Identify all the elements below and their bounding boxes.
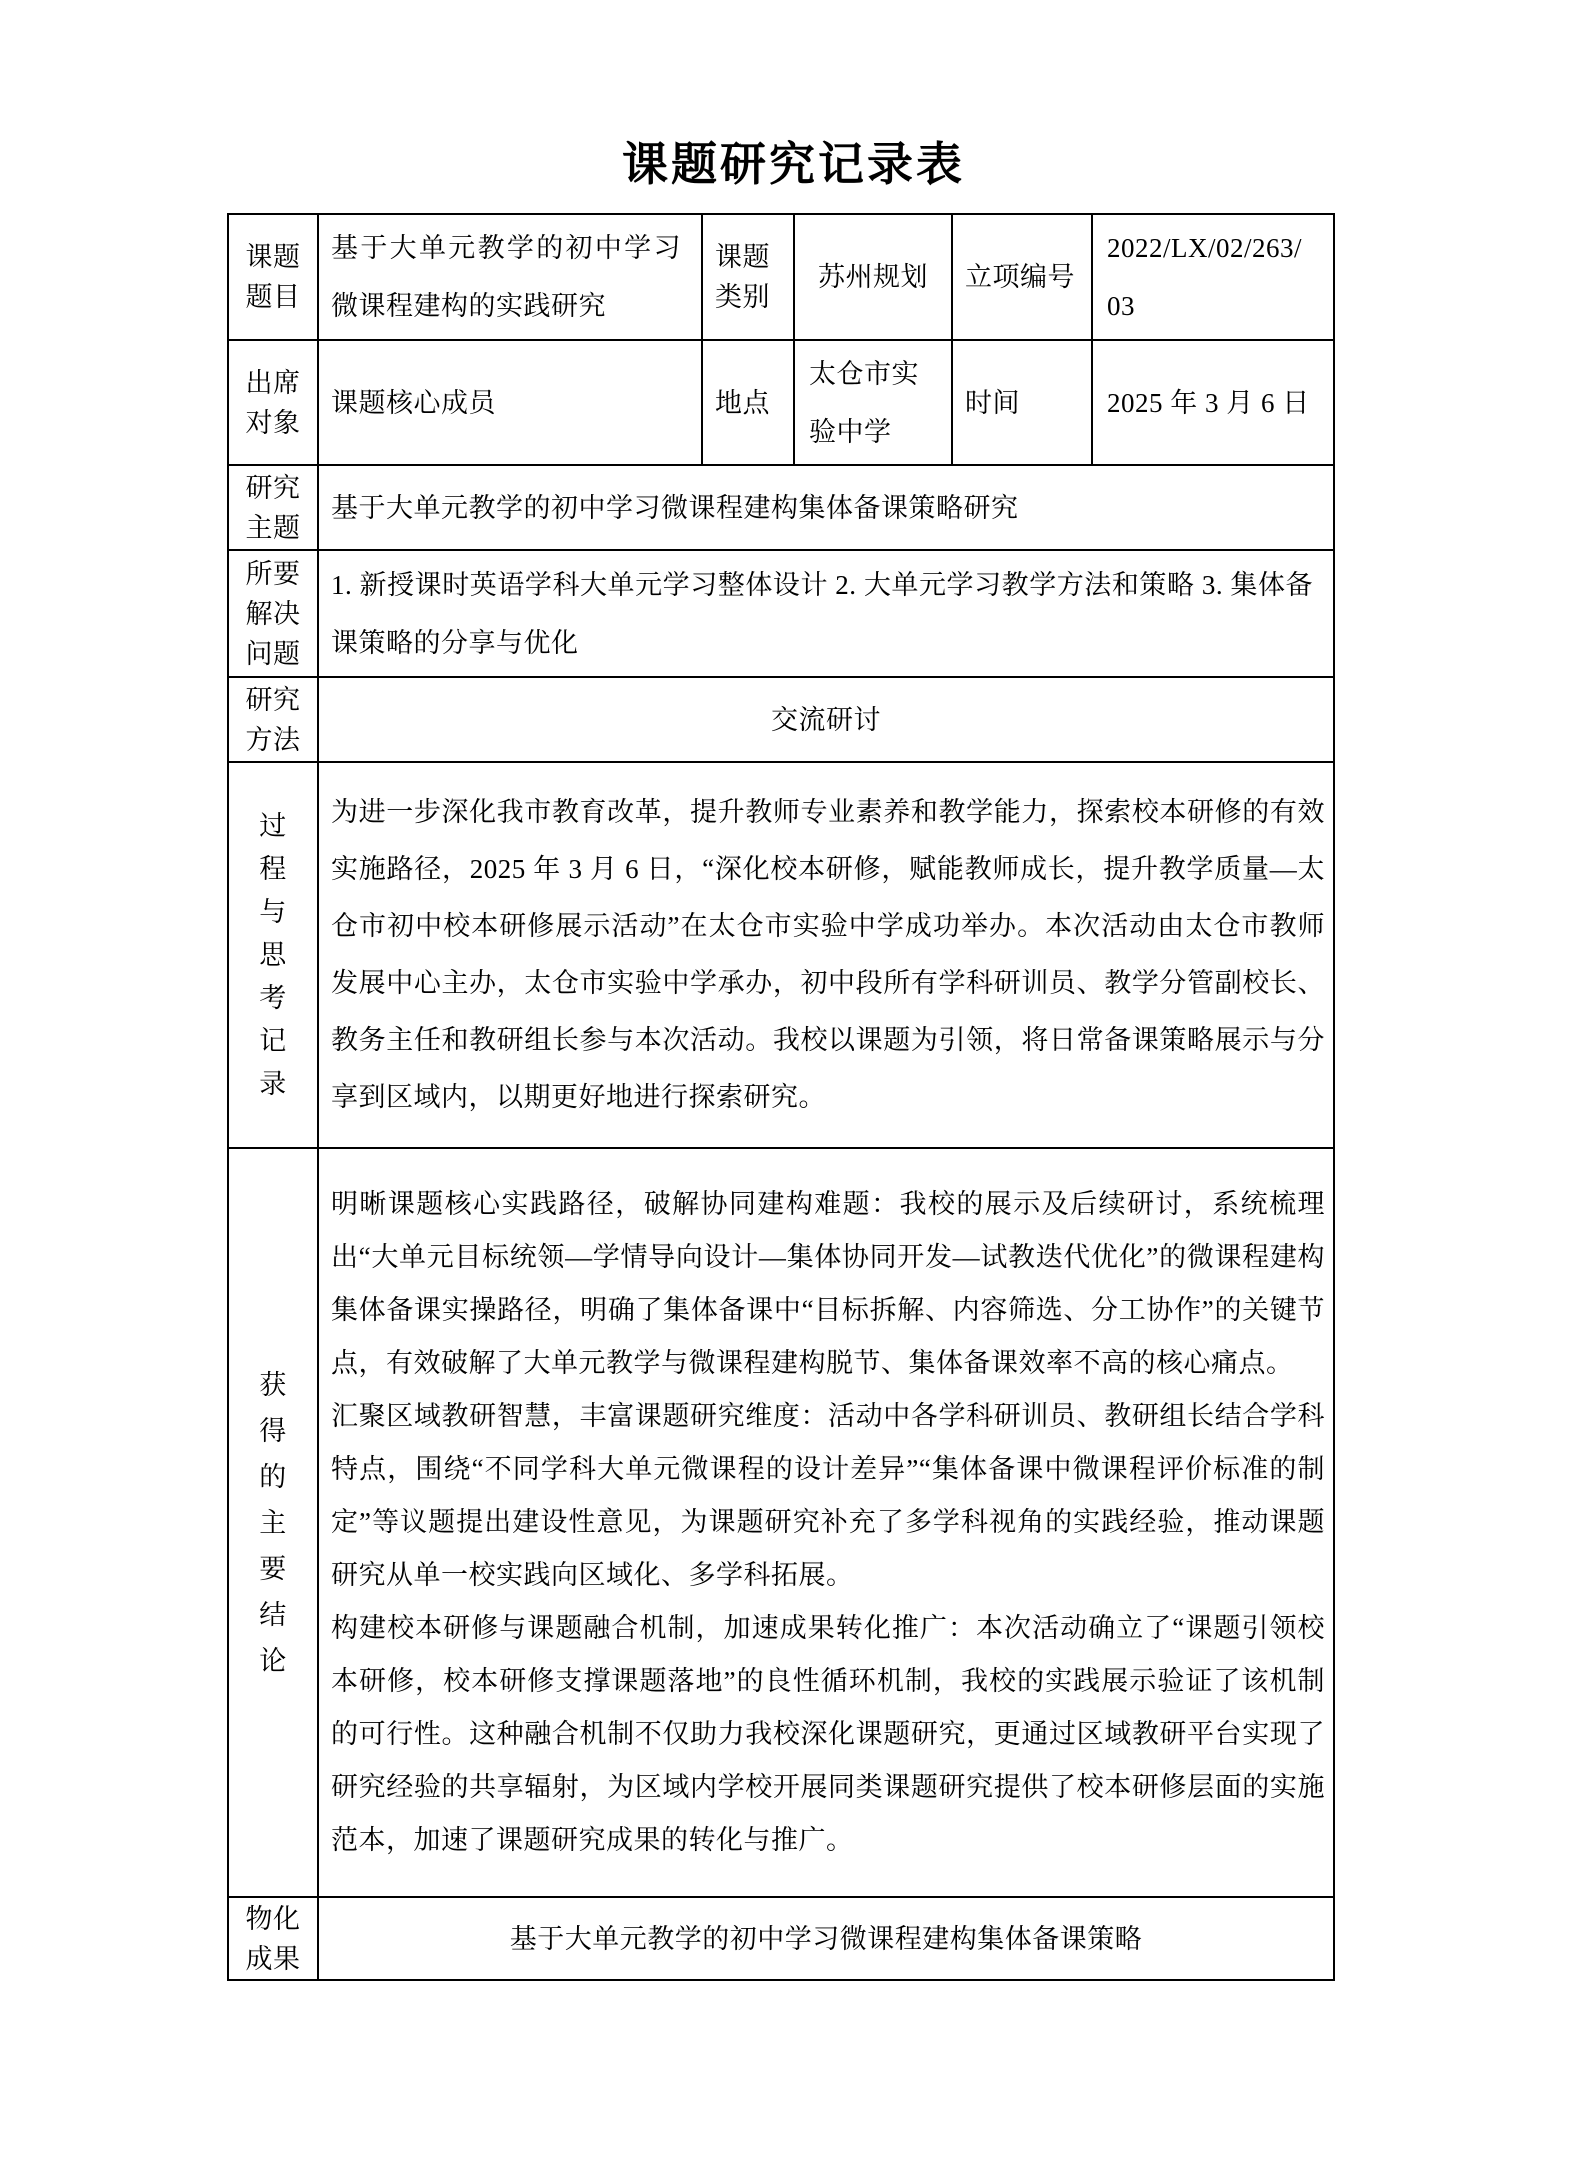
- problems-value-cell: 1. 新授课时英语学科大单元学习整体设计 2. 大单元学习教学方法和策略 3. 集体备课策略的分享与优化: [318, 550, 1334, 677]
- row-theme: [228, 465, 1334, 550]
- row-attendance: [228, 340, 1334, 465]
- place-value-cell: 太仓市实验中学: [794, 340, 952, 465]
- category-label-cell: 课题类别: [702, 214, 794, 340]
- topic-label-cell: 课题题目: [228, 214, 318, 340]
- conclusion-paragraph-3: 构建校本研修与课题融合机制，加速成果转化推广：本次活动确立了“课题引领校本研修，校本研修支撑课题落地”的良性循环机制，我校的实践展示验证了该机制的可行性。这种融合机制不仅助力我校深化课题研究，更通过区域教研平台实现了研究经验的共享辐射，为区域内学校开展同类课题研究提供了校本研修层面的实施范本，加速了课题研究成果的转化与推广。: [331, 1613, 1325, 1855]
- page-title: 课题研究记录表: [622, 139, 965, 190]
- conclusions-value-cell: [318, 1148, 1334, 1897]
- place-label-cell: 地点: [702, 340, 794, 465]
- row-conclusions: [228, 1148, 1334, 1897]
- research-record-table: [227, 213, 1335, 1981]
- method-value-cell: 交流研讨: [318, 677, 1334, 762]
- project-no-label-cell: 立项编号: [952, 214, 1092, 340]
- attendees-value-cell: 课题核心成员: [318, 340, 702, 465]
- theme-value-cell: 基于大单元教学的初中学习微课程建构集体备课策略研究: [318, 465, 1334, 550]
- row-method: [228, 677, 1334, 762]
- process-label-cell: 过程与思考记录: [228, 762, 318, 1148]
- problems-label-cell: 所要解决问题: [228, 550, 318, 677]
- row-outcome: [228, 1897, 1334, 1980]
- category-value-cell: 苏州规划: [794, 214, 952, 340]
- method-label-cell: 研究方法: [228, 677, 318, 762]
- conclusion-paragraph-2: 汇聚区域教研智慧，丰富课题研究维度：活动中各学科研训员、教研组长结合学科特点，围绕“不同学科大单元微课程的设计差异”“集体备课中微课程评价标准的制定”等议题提出建设性意见，为课题研究补充了多学科视角的实践经验，推动课题研究从单一校实践向区域化、多学科拓展。: [331, 1401, 1325, 1590]
- project-no-line2: 03: [1107, 291, 1135, 321]
- outcome-label-cell: 物化成果: [228, 1897, 318, 1980]
- project-no-line1: 2022/LX/02/263/: [1107, 233, 1302, 263]
- conclusion-paragraph-1: 明晰课题核心实践路径，破解协同建构难题：我校的展示及后续研讨，系统梳理出“大单元目标统领—学情导向设计—集体协同开发—试教迭代优化”的微课程建构集体备课实操路径，明确了集体备课中“目标拆解、内容筛选、分工协作”的关键节点，有效破解了大单元教学与微课程建构脱节、集体备课效率不高的核心痛点。: [331, 1189, 1325, 1378]
- time-label-cell: 时间: [952, 340, 1092, 465]
- project-no-value-cell: [1092, 214, 1334, 340]
- topic-value-cell: 基于大单元教学的初中学习微课程建构的实践研究: [318, 214, 702, 340]
- attendance-label-cell: 出席对象: [228, 340, 318, 465]
- outcome-value-cell: 基于大单元教学的初中学习微课程建构集体备课策略: [318, 1897, 1334, 1980]
- process-paragraph: 为进一步深化我市教育改革，提升教师专业素养和教学能力，探索校本研修的有效实施路径，2025 年 3 月 6 日，“深化校本研修，赋能教师成长，提升教学质量—太仓市初中校本研修展示活动”在太仓市实验中学成功举办。本次活动由太仓市教师发展中心主办，太仓市实验中学承办，初中段所有学科研训员、教学分管副校长、教务主任和教研组长参与本次活动。我校以课题为引领，将日常备课策略展示与分享到区域内，以期更好地进行探索研究。: [331, 797, 1325, 1112]
- row-topic: [228, 214, 1334, 340]
- time-value-cell: 2025 年 3 月 6 日: [1092, 340, 1334, 465]
- theme-label-cell: 研究主题: [228, 465, 318, 550]
- row-problems: [228, 550, 1334, 677]
- process-value-cell: [318, 762, 1334, 1148]
- conclusions-label-cell: 获得的主要结论: [228, 1148, 318, 1897]
- row-process: [228, 762, 1334, 1148]
